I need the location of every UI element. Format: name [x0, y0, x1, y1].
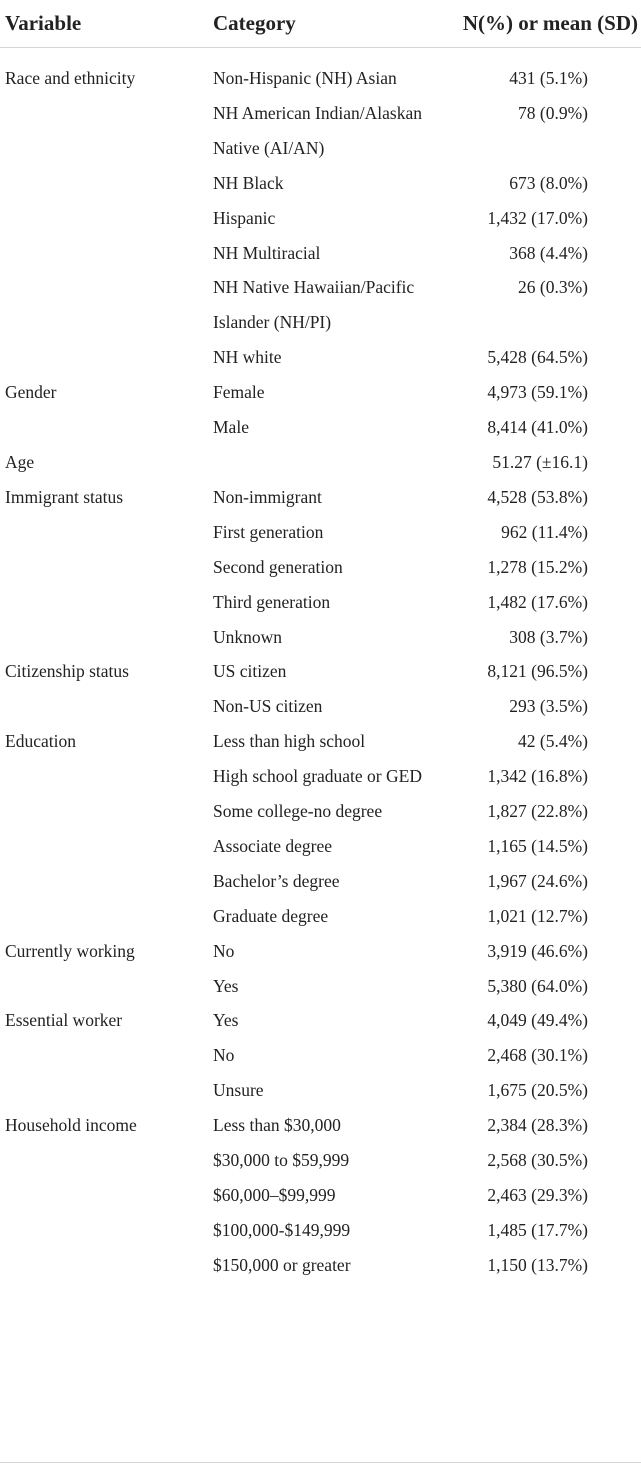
cell-variable — [0, 1248, 208, 1297]
table-row — [0, 515, 641, 550]
cell-variable: Citizenship status — [5, 661, 129, 682]
cell-variable: Immigrant status — [5, 486, 124, 507]
cell-value: 368 (4.4%) — [509, 242, 588, 263]
cell-value: 4,049 (49.4%) — [487, 1010, 588, 1031]
cell-variable: Household income — [5, 1115, 137, 1136]
cell-value: 2,463 (29.3%) — [487, 1185, 588, 1205]
table-body — [0, 48, 641, 1297]
cell-value: 1,342 (16.8%) — [487, 766, 588, 787]
cell-category: Graduate degree — [213, 905, 329, 926]
cell-category: Second generation — [213, 556, 343, 577]
cell-category: $60,000–$99,999 — [213, 1185, 336, 1205]
table-row — [0, 1213, 641, 1248]
table-row — [0, 689, 641, 724]
cell-value: 26 (0.3%) — [518, 277, 588, 298]
table-row — [0, 1073, 641, 1108]
cell-variable: Gender — [5, 382, 57, 403]
cell-category: No — [213, 940, 235, 961]
cell-variable: Education — [5, 731, 76, 752]
table-row — [0, 1248, 641, 1297]
cell-variable — [0, 969, 208, 1004]
table-row — [0, 1143, 641, 1178]
cell-category: $100,000-$149,999 — [213, 1219, 351, 1240]
cell-variable — [0, 864, 208, 899]
cell-category: Associate degree — [213, 835, 333, 856]
cell-value: 1,485 (17.7%) — [487, 1219, 588, 1240]
cell-value: 1,482 (17.6%) — [487, 591, 588, 612]
table-row — [0, 96, 641, 166]
cell-category: Yes — [213, 1010, 239, 1031]
cell-value: 1,827 (22.8%) — [487, 801, 588, 822]
table-row — [0, 829, 641, 864]
cell-value: 5,428 (64.5%) — [487, 347, 588, 368]
header-row — [0, 0, 641, 48]
cell-category: NH Native Hawaiian/Pacific Islander (NH/PI) — [213, 277, 415, 333]
cell-value: 2,384 (28.3%) — [487, 1115, 588, 1136]
cell-variable — [0, 236, 208, 271]
cell-value: 78 (0.9%) — [518, 102, 588, 123]
cell-category: Male — [213, 417, 249, 438]
table-row — [0, 48, 641, 96]
cell-category: Less than high school — [213, 731, 366, 752]
cell-value: 5,380 (64.0%) — [487, 975, 588, 996]
cell-value: 4,973 (59.1%) — [487, 382, 588, 403]
cell-category: NH Black — [213, 172, 284, 193]
cell-value: 51.27 (±16.1) — [492, 451, 588, 472]
table-row — [0, 724, 641, 759]
cell-variable — [0, 829, 208, 864]
table-row — [0, 1003, 641, 1038]
cell-variable — [0, 410, 208, 445]
cell-category: First generation — [213, 521, 324, 542]
cell-category: Female — [213, 382, 265, 403]
cell-category: Non-Hispanic (NH) Asian — [213, 68, 397, 88]
cell-value: 2,568 (30.5%) — [487, 1150, 588, 1171]
cell-value: 1,967 (24.6%) — [487, 870, 588, 891]
cell-category: NH white — [213, 347, 282, 368]
cell-value: 673 (8.0%) — [509, 172, 588, 193]
table-row — [0, 480, 641, 515]
cell-value: 293 (3.5%) — [509, 696, 588, 717]
cell-category: Third generation — [213, 591, 331, 612]
cell-category: Less than $30,000 — [213, 1115, 341, 1136]
cell-variable — [0, 1213, 208, 1248]
table-row — [0, 445, 641, 480]
table-row — [0, 620, 641, 655]
cell-category: NH Multiracial — [213, 242, 321, 263]
table-row — [0, 375, 641, 410]
cell-variable — [0, 201, 208, 236]
table-row — [0, 1038, 641, 1073]
cell-value: 1,165 (14.5%) — [487, 835, 588, 856]
cell-value: 42 (5.4%) — [518, 731, 588, 752]
cell-category: Non-US citizen — [213, 696, 323, 717]
cell-category: High school graduate or GED — [213, 766, 422, 787]
cell-category: Unknown — [213, 626, 283, 647]
cell-variable — [0, 620, 208, 655]
cell-variable — [0, 689, 208, 724]
table-row — [0, 654, 641, 689]
table-row — [0, 166, 641, 201]
cell-variable — [0, 1073, 208, 1108]
cell-category: $150,000 or greater — [213, 1254, 351, 1275]
cell-variable — [0, 515, 208, 550]
cell-category: Unsure — [213, 1080, 264, 1101]
cell-value: 1,278 (15.2%) — [487, 556, 588, 577]
cell-value: 8,121 (96.5%) — [487, 661, 588, 682]
table-row — [0, 236, 641, 271]
table-row — [0, 969, 641, 1004]
cell-variable — [0, 585, 208, 620]
cell-category: US citizen — [213, 661, 287, 682]
cell-variable — [0, 1178, 208, 1213]
table-row — [0, 1108, 641, 1143]
cell-value: 8,414 (41.0%) — [487, 417, 588, 438]
table-row — [0, 585, 641, 620]
cell-value: 1,675 (20.5%) — [487, 1080, 588, 1101]
table-row — [0, 864, 641, 899]
table-row — [0, 934, 641, 969]
bottom-rule — [0, 1462, 641, 1463]
table-header — [0, 0, 641, 48]
cell-variable — [0, 550, 208, 585]
table-row — [0, 550, 641, 585]
cell-variable — [0, 340, 208, 375]
cell-value: 962 (11.4%) — [501, 521, 588, 542]
header-category: Category — [208, 0, 460, 48]
cell-category: Hispanic — [213, 207, 276, 228]
cell-variable — [0, 1143, 208, 1178]
cell-variable — [0, 1038, 208, 1073]
cell-value: 1,150 (13.7%) — [487, 1254, 588, 1275]
header-value: N(%) or mean (SD) — [460, 0, 641, 48]
cell-value: 1,021 (12.7%) — [487, 905, 588, 926]
cell-value: 2,468 (30.1%) — [487, 1045, 588, 1066]
cell-category: NH American Indian/Alaskan Native (AI/AN) — [213, 102, 422, 158]
cell-variable: Age — [5, 451, 35, 472]
table-row — [0, 270, 641, 340]
cell-value: 308 (3.7%) — [509, 626, 588, 647]
header-variable: Variable — [0, 0, 208, 48]
cell-value: 4,528 (53.8%) — [487, 486, 588, 507]
cell-category: Non-immigrant — [213, 486, 322, 507]
cell-category: Yes — [213, 975, 239, 996]
cell-variable: Essential worker — [5, 1010, 123, 1031]
cell-value: 3,919 (46.6%) — [487, 940, 588, 961]
table-row — [0, 340, 641, 375]
cell-category: Bachelor’s degree — [213, 870, 340, 891]
cell-variable — [0, 794, 208, 829]
table-row — [0, 899, 641, 934]
cell-value: 431 (5.1%) — [509, 68, 588, 88]
table-row — [0, 1178, 641, 1213]
cell-category — [208, 445, 460, 480]
cell-category: Some college-no degree — [213, 801, 383, 822]
cell-variable — [0, 759, 208, 794]
cell-variable — [0, 166, 208, 201]
cell-variable — [0, 270, 208, 340]
cell-value: 1,432 (17.0%) — [487, 207, 588, 228]
table-row — [0, 201, 641, 236]
cell-variable — [0, 96, 208, 166]
cell-category: No — [213, 1045, 235, 1066]
cell-category: $30,000 to $59,999 — [213, 1150, 350, 1171]
cell-variable — [0, 899, 208, 934]
cell-variable: Race and ethnicity — [5, 68, 136, 88]
cell-variable: Currently working — [5, 940, 135, 961]
table-row — [0, 410, 641, 445]
table-row — [0, 794, 641, 829]
table-row — [0, 759, 641, 794]
